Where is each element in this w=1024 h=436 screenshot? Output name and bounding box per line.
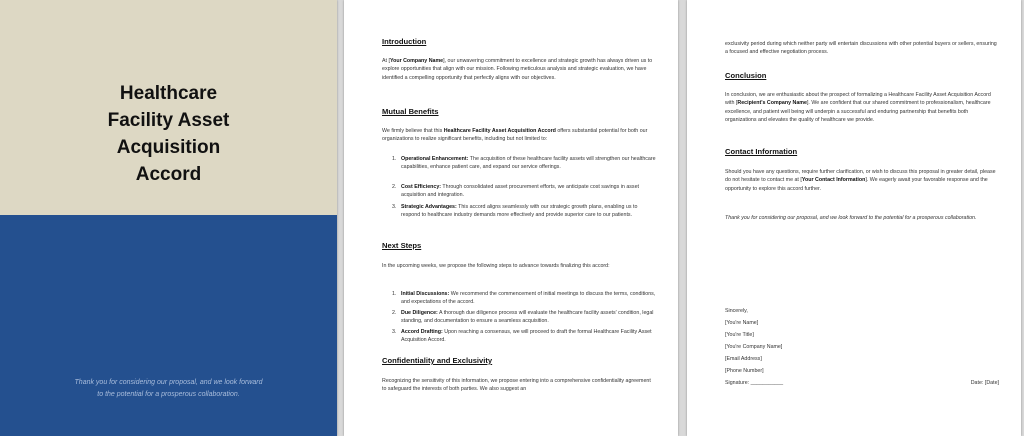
- sender-phone: [Phone Number]: [725, 368, 764, 374]
- heading-introduction: Introduction: [382, 37, 427, 46]
- cover-title-line: Accord: [135, 164, 202, 185]
- list-item: 1. Initial Discussions: We recommend the commencement of initial meetings to discuss the terms, conditions, and expectations of the accord.: [392, 291, 656, 306]
- closing-thanks: Thank you for considering our proposal, and we look forward to the potential for a prosperous collaboration.: [725, 215, 977, 221]
- next-steps-intro: In the upcoming weeks, we propose the following steps to advance towards finalizing this accord:: [382, 263, 610, 269]
- cover-title-line: Facility Asset: [107, 110, 230, 131]
- benefits-paragraph: We firmly believe that this Healthcare Facility Asset Acquisition Accord offers substantial potential for both our organizations to realize significant benefits, including but not limited to:: [382, 128, 648, 143]
- date-field: Date: [Date]: [970, 380, 999, 386]
- heading-conclusion: Conclusion: [725, 71, 767, 80]
- list-item: 1. Operational Enhancement: The acquisition of these healthcare facility assets will strengthen our healthcare capabilities, enhance patient care, and expand our service offerings.: [392, 156, 656, 171]
- sincerely: Sincerely,: [725, 308, 748, 314]
- sender-company: [You're Company Name]: [725, 344, 783, 350]
- signature-field: Signature: ___________: [725, 380, 784, 386]
- sender-name: [You're Name]: [725, 320, 759, 326]
- cover-thanks-line: Thank you for considering our proposal, and we look forward: [74, 379, 263, 386]
- document-page-3: [687, 0, 1021, 436]
- cover-title-line: Healthcare: [119, 83, 218, 104]
- conclusion-paragraph: In conclusion, we are enthusiastic about the prospect of formalizing a Healthcare Facility Asset Acquisition Accord with [Recipient's Company Name]. We are confident that our shared commitment to professionalism, healthcare excellence, and patient well being will underpin a successful and enduring partnership that benefits both organizations and elevates the quality of healthcare we provide.: [725, 92, 991, 123]
- cover-thanks-line: to the potential for a prosperous collaboration.: [97, 391, 240, 398]
- heading-mutual-benefits: Mutual Benefits: [382, 107, 439, 116]
- list-item: 2. Cost Efficiency: Through consolidated asset procurement efforts, we anticipate cost savings in asset acquisition and integration.: [392, 184, 639, 199]
- sender-email: [Email Address]: [725, 356, 762, 362]
- confidentiality-paragraph: Recognizing the sensitivity of this information, we propose entering into a comprehensive confidentiality agreement to safeguard the interests of both parties. We also suggest an: [382, 378, 651, 393]
- contact-paragraph: Should you have any questions, require further clarification, or wish to discuss this proposal in greater detail, please do not hesitate to contact me at [Your Contact Information]. We eagerly await your favorable response and the opportunity to explore this accord further.: [725, 169, 996, 192]
- list-item: 3. Strategic Advantages: This accord aligns seamlessly with our strategic growth plans, enabling us to respond to healthcare industry demands more effectively and provide superior care to our patients.: [392, 204, 638, 219]
- list-item: 2. Due Diligence: A thorough due diligence process will evaluate the healthcare facility assets' condition, legal standing, and documentation to ensure a seamless acquisition.: [392, 310, 654, 325]
- heading-confidentiality: Confidentiality and Exclusivity: [382, 356, 493, 365]
- list-item: 3. Accord Drafting: Upon reaching a consensus, we will proceed to draft the formal Healthcare Facility Asset Acquisition Accord.: [392, 329, 652, 344]
- intro-paragraph: At [Your Company Name], our unwavering commitment to excellence and strategic growth has always driven us to explore opportunities that align with our mission. Following meticulous analysis and strategic evaluation, we have identified a compelling opportunity that perfectly aligns with our objectives.: [382, 58, 653, 81]
- continued-paragraph: exclusivity period during which neither party will entertain discussions with other potential buyers or sellers, ensuring a focused and effective negotiation process.: [725, 41, 997, 56]
- document-page-2: [344, 0, 678, 436]
- cover-title-line: Acquisition: [116, 137, 221, 158]
- signature-line: [725, 379, 999, 387]
- cover-bottom-panel: [0, 215, 337, 436]
- heading-next-steps: Next Steps: [382, 241, 422, 250]
- heading-contact-information: Contact Information: [725, 147, 798, 156]
- sender-title: [You're Title]: [725, 332, 754, 338]
- cover-title: [40, 80, 297, 188]
- cover-thanks: [30, 377, 307, 401]
- cover-page: [0, 0, 337, 436]
